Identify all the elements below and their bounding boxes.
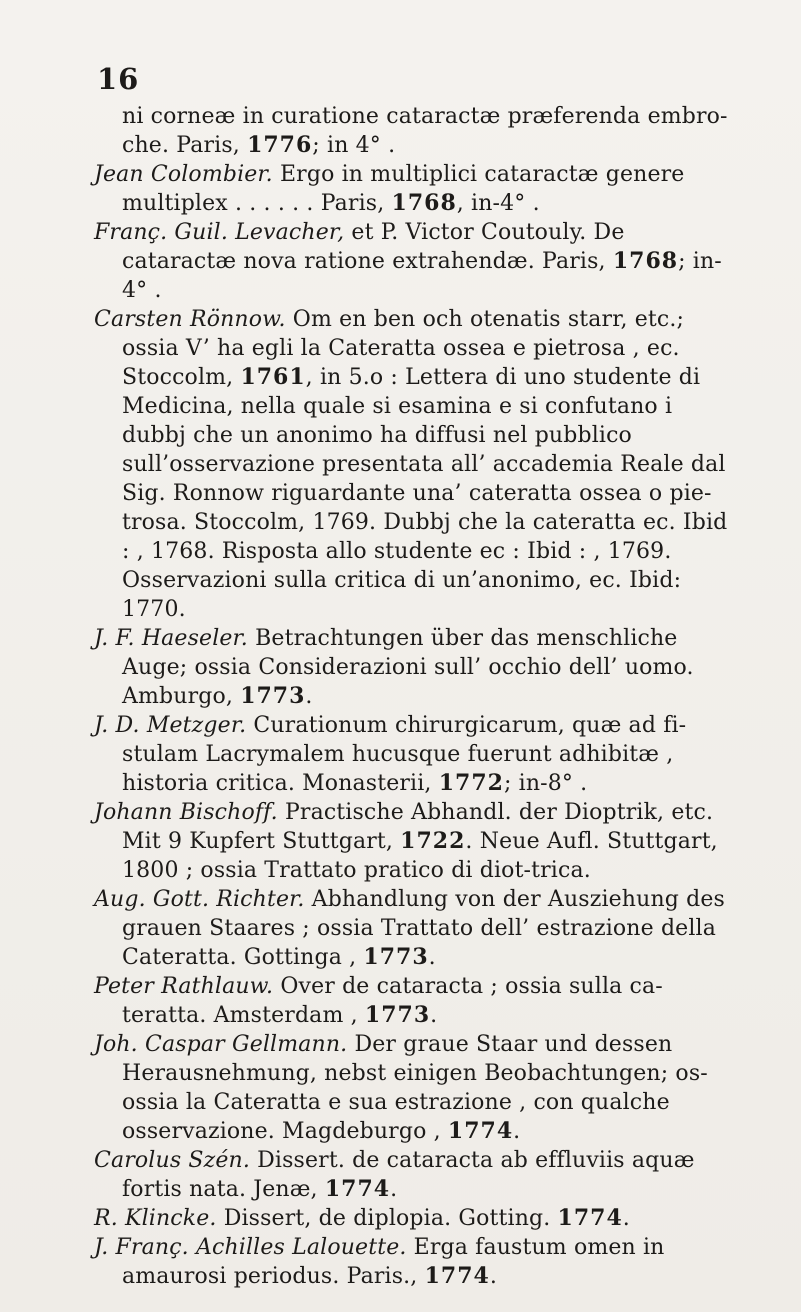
entry-lalouette (94, 1233, 729, 1291)
entry-text: Abhandlung von der Ausziehung des grauen Staares ; ossia Trattato dell’ estrazione della Cateratta. Gottinga , (122, 887, 725, 970)
entry-year: 1774 (557, 1205, 623, 1231)
entry-text: Om en ben och otenatis starr, etc.; ossia V’ ha egli la Cateratta ossea e pietrosa , ec. Stoccolm, (122, 307, 685, 390)
entry-author: J. D. Metzger. (94, 713, 247, 738)
entry-continuation (94, 102, 729, 160)
entry-text: Dissert, de diplopia. Gotting. (216, 1206, 558, 1231)
entry-year: 1774 (424, 1263, 490, 1289)
entry-tail: . (305, 684, 313, 709)
entry-author: J. F. Haeseler. (94, 626, 248, 651)
entry-text: Dissert. de cataracta ab effluviis aquæ fortis nata. Jenæ, (122, 1148, 695, 1202)
entry-year: 1773 (240, 683, 306, 709)
entry-author: Aug. Gott. Richter. (94, 887, 305, 912)
entry-year: 1776 (247, 132, 313, 158)
entry-tail: . (622, 1206, 630, 1231)
entry-text: Der graue Staar und dessen Herausnehmung, nebst einigen Beobachtungen; os-ossia la Cateratta e sua estrazione , con qualche osservazione. Magdeburgo , (122, 1032, 708, 1144)
entry-tail: . (430, 1003, 438, 1028)
entry-author: Peter Rathlauw. (94, 974, 274, 999)
entry-ronnow (94, 305, 729, 624)
entry-author: Jean Colombier. (94, 162, 273, 187)
entry-year: 1773 (364, 1002, 431, 1028)
entry-richter (94, 885, 729, 972)
entry-tail: , in 5.o : Lettera di uno studente di Medicina, nella quale si esamina e si confutano i dubbj che un anonimo ha diffusi nel pubblico sull’osservazione presentata all’ accademia Reale dal Sig. Ronnow riguardante una’ cateratta ossea o pie-trosa. Stoccolm, 1769. Dubbj che la cateratta ec. Ibid : , 1768. Risposta allo studente ec : Ibid : , 1769. Osservazioni sulla critica di un’anonimo, ec. Ibid: 1770. (122, 365, 728, 622)
entry-text: Betrachtungen über das menschliche Auge; ossia Considerazioni sull’ occhio dell’ uomo. Amburgo, (122, 626, 694, 709)
entry-year: 1774 (447, 1118, 514, 1144)
page-number: 16 (97, 62, 140, 96)
entry-text: Over de cataracta ; ossia sulla ca-teratta. Amsterdam , (122, 974, 663, 1028)
entry-tail: ; in-8° . (503, 771, 588, 796)
entry-text: Erga faustum omen in amaurosi periodus. Paris., (122, 1235, 665, 1289)
entry-bischoff (94, 798, 729, 885)
entry-year: 1761 (240, 364, 306, 390)
entry-year: 1768 (391, 190, 457, 216)
entry-tail: . (390, 1177, 398, 1202)
entry-tail: . (428, 945, 436, 970)
entry-text: Ergo in multiplici cataractæ genere multiplex . . . . . . Paris, (122, 162, 685, 216)
entry-tail: ; in 4° . (312, 133, 396, 158)
entry-tail: . (489, 1264, 497, 1289)
entry-author: Carolus Szén. (94, 1148, 250, 1173)
entry-tail: . Neue Aufl. Stuttgart, 1800 ; ossia Trattato pratico di diot-trica. (122, 829, 718, 883)
entry-szen (94, 1146, 729, 1204)
entry-text: et P. Victor Coutouly. De cataractæ nova ratione extrahendæ. Paris, (122, 220, 625, 274)
entry-author: Joh. Caspar Gellmann. (94, 1032, 348, 1057)
entry-rathlauw (94, 972, 729, 1030)
entry-year: 1773 (363, 944, 429, 970)
entry-author: R. Klincke. (94, 1206, 217, 1231)
entry-tail: . (513, 1119, 521, 1144)
entry-author: J. Franç. Achilles Lalouette. (94, 1235, 407, 1260)
entry-tail: , in-4° . (456, 191, 540, 216)
entry-year: 1774 (324, 1176, 391, 1202)
bibliography-list (94, 102, 729, 1291)
entry-gellmann (94, 1030, 729, 1146)
entry-year: 1768 (612, 248, 679, 274)
entry-text: Practische Abhandl. der Dioptrik, etc. Mit 9 Kupfert Stuttgart, (122, 800, 714, 854)
entry-levacher (94, 218, 729, 305)
entry-tail: ; in-4° . (122, 249, 722, 303)
entry-klincke (94, 1204, 729, 1233)
entry-text: Curationum chirurgicarum, quæ ad fi-stulam Lacrymalem hucusque fuerunt adhibitæ , historia critica. Monasterii, (122, 713, 687, 796)
entry-year: 1722 (400, 828, 466, 854)
entry-year: 1772 (438, 770, 504, 796)
entry-text: ni corneæ in curatione cataractæ præferenda embro-che. Paris, (122, 104, 728, 158)
entry-author: Carsten Rönnow. (94, 307, 286, 332)
entry-author: Franç. Guil. Levacher, (94, 220, 345, 245)
entry-colombier (94, 160, 729, 218)
entry-haeseler (94, 624, 729, 711)
entry-author: Johann Bischoff. (94, 800, 278, 825)
entry-metzger (94, 711, 729, 798)
